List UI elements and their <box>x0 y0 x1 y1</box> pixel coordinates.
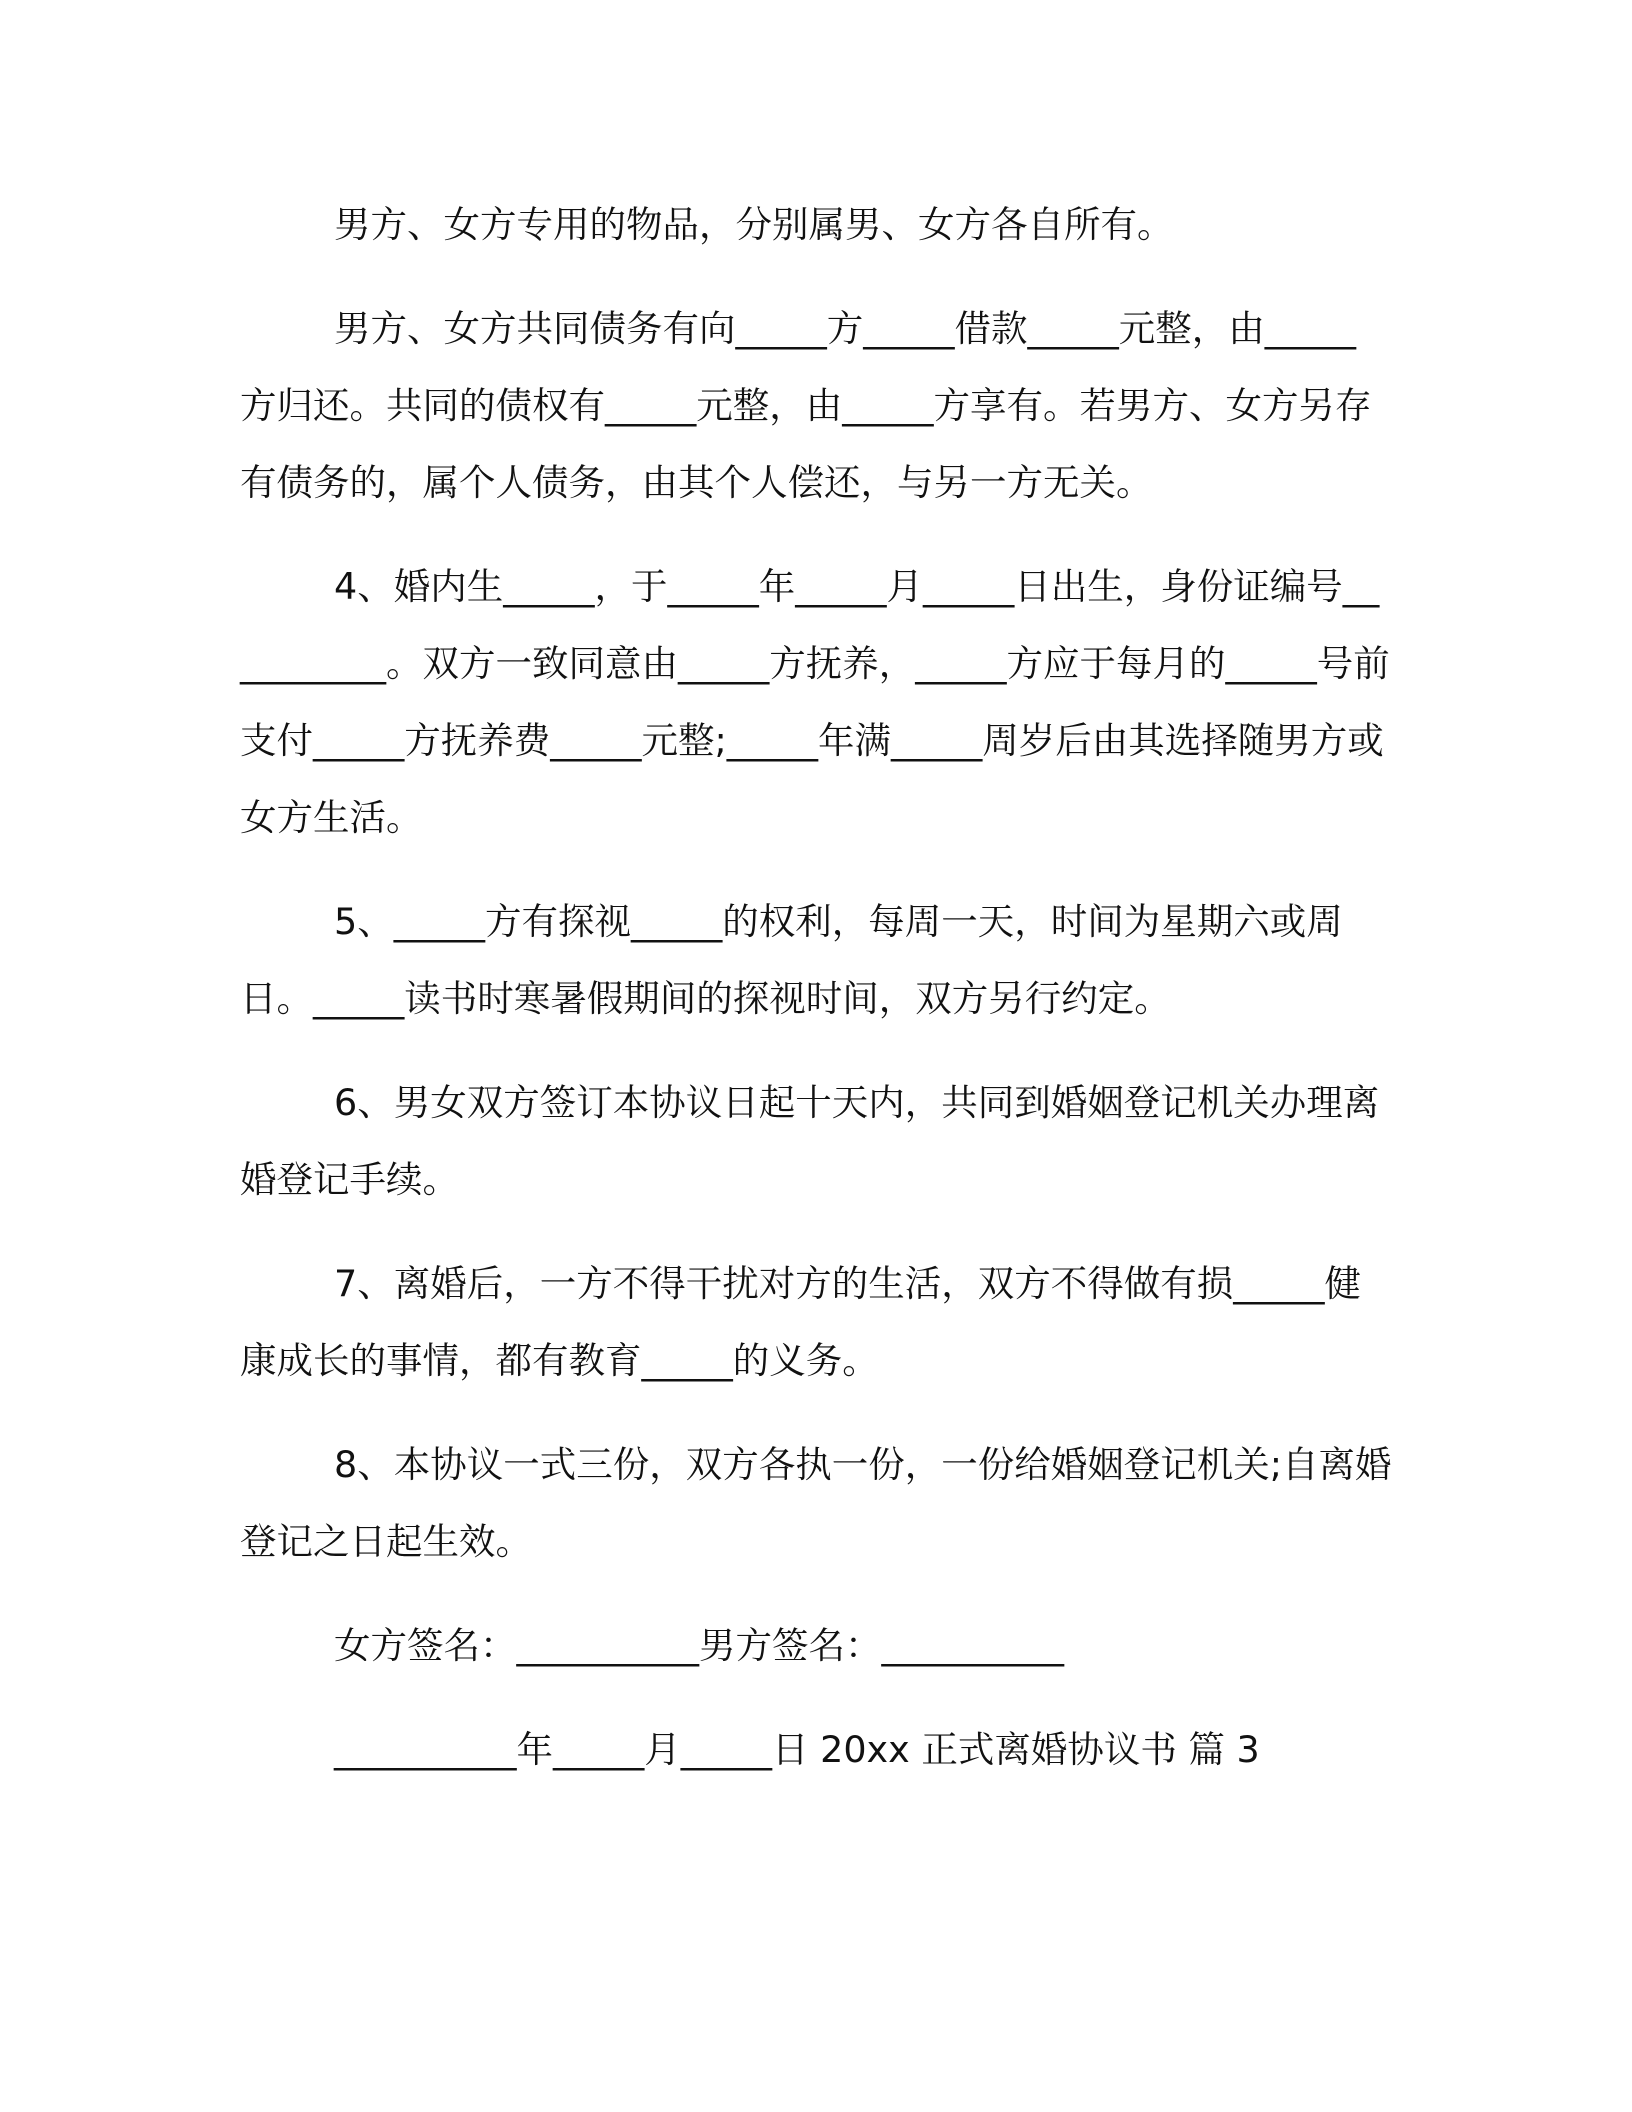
paragraph-personal-items: 男方、女方专用的物品，分别属男、女方各自所有。 <box>334 203 1174 246</box>
paragraph-debts: 男方、女方共同债务有向_____方_____借款_____元整，由_____方归还。共同的债权有_____元整，由_____方享有。若男方、女方另存有债务的，属个人债务，由其个人偿还，与另一方无关。 <box>240 307 1372 504</box>
paragraph-clause-8-copies: 8、本协议一式三份，双方各执一份，一份给婚姻登记机关;自离婚登记之日起生效。 <box>240 1443 1392 1563</box>
date-line: __________年_____月_____日 20xx 正式离婚协议书 篇 3 <box>334 1728 1260 1771</box>
paragraph-clause-6-registration: 6、男女双方签订本协议日起十天内，共同到婚姻登记机关办理离婚登记手续。 <box>240 1081 1380 1201</box>
signature-line: 女方签名：__________男方签名：__________ <box>334 1624 1064 1667</box>
paragraph-clause-5-visitation: 5、_____方有探视_____的权利，每周一天，时间为星期六或周日。_____读书时寒暑假期间的探视时间，双方另行约定。 <box>240 900 1343 1020</box>
paragraph-clause-7-non-interference: 7、离婚后，一方不得干扰对方的生活，双方不得做有损_____健康成长的事情，都有教育_____的义务。 <box>240 1262 1361 1382</box>
paragraph-clause-4-custody: 4、婚内生_____，于_____年_____月_____日出生，身份证编号__________。双方一致同意由_____方抚养，_____方应于每月的_____号前支付_____方抚养费_____元整;_____年满_____周岁后由其选择随男方或女方生活。 <box>240 565 1390 839</box>
document-body <box>240 186 1392 1815</box>
